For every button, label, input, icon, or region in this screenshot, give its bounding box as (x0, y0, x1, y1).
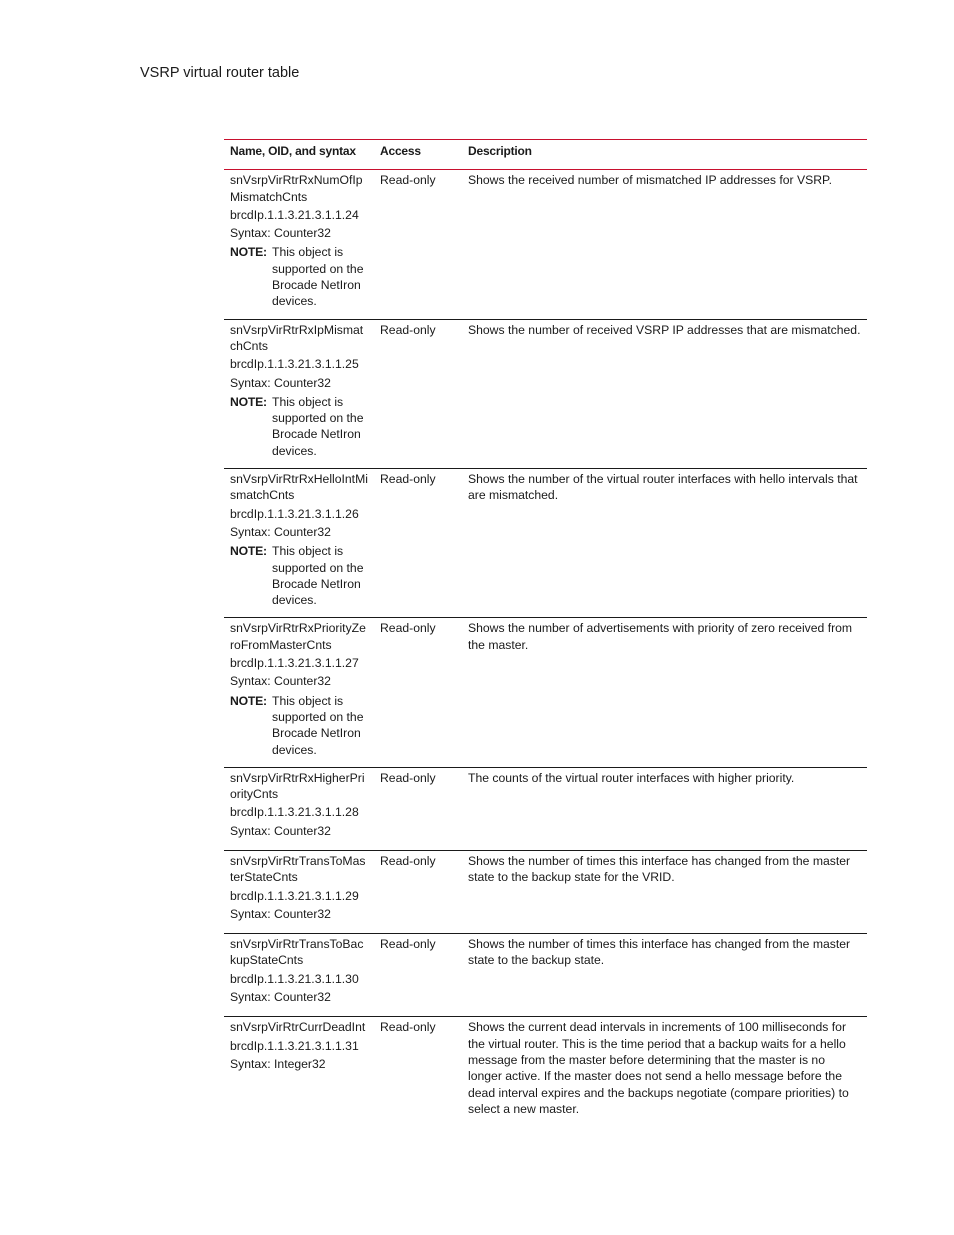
object-oid: brcdIp.1.1.3.21.3.1.1.30 (230, 971, 359, 986)
object-name: snVsrpVirRtrRxHelloIntMismatchCnts (230, 472, 368, 503)
column-header-access: Access (374, 140, 462, 170)
object-name: snVsrpVirRtrTransToBackupStateCnts (230, 937, 364, 968)
cell-access: Read-only (374, 618, 462, 767)
note-text: This object is supported on the Brocade NetIron devices. (272, 394, 364, 458)
note-label: NOTE: (230, 394, 267, 409)
cell-description: Shows the current dead intervals in increments of 100 milliseconds for the virtual router. This is the time period that a backup waits for a hello message from the master before determining that the master is no longer active. If the master does not send a hello message before the dead interval expires and the backups negotiate (compare priorities) to select a new master. (468, 1020, 849, 1116)
cell-access: Read-only (374, 469, 462, 618)
object-syntax: Syntax: Counter32 (230, 906, 331, 921)
cell-description: Shows the number of the virtual router interfaces with hello intervals that are mismatched. (462, 469, 867, 618)
object-oid: brcdIp.1.1.3.21.3.1.1.31 (230, 1038, 359, 1053)
cell-name-oid-syntax (224, 767, 374, 850)
note-label: NOTE: (230, 245, 267, 260)
object-note (230, 394, 368, 459)
cell-access: Read-only (374, 170, 462, 319)
object-syntax: Syntax: Counter32 (230, 375, 331, 390)
object-note (230, 244, 368, 309)
table-row (224, 469, 867, 618)
table-row (224, 934, 867, 1017)
cell-description: The counts of the virtual router interfaces with higher priority. (462, 767, 867, 850)
column-header-description: Description (462, 140, 867, 170)
cell-access: Read-only (380, 1020, 436, 1035)
column-header-name: Name, OID, and syntax (224, 140, 374, 170)
table-row (224, 850, 867, 933)
object-oid: brcdIp.1.1.3.21.3.1.1.27 (230, 656, 359, 671)
object-syntax: Syntax: Counter32 (230, 990, 331, 1005)
object-note (230, 693, 368, 758)
table-row (224, 1017, 867, 1126)
object-oid: brcdIp.1.1.3.21.3.1.1.29 (230, 888, 359, 903)
object-syntax: Syntax: Counter32 (230, 226, 331, 241)
cell-name-oid-syntax (224, 1017, 374, 1126)
object-name: snVsrpVirRtrRxHigherPriorityCnts (230, 770, 365, 802)
object-syntax: Syntax: Integer32 (230, 1056, 326, 1071)
cell-name-oid-syntax (224, 170, 374, 319)
cell-description: Shows the number of times this interface has changed from the master state to the backup state. (462, 934, 867, 1017)
table-header-row (224, 140, 867, 170)
cell-name-oid-syntax (224, 618, 374, 767)
cell-access: Read-only (374, 319, 462, 468)
object-name: snVsrpVirRtrRxIpMismatchCnts (230, 322, 364, 353)
cell-access: Read-only (374, 850, 462, 933)
note-text: This object is supported on the Brocade NetIron devices. (272, 693, 364, 757)
table-row (224, 319, 867, 468)
table-body (224, 170, 867, 1126)
object-oid: brcdIp.1.1.3.21.3.1.1.25 (230, 357, 359, 372)
page-running-header: VSRP virtual router table (140, 65, 300, 81)
object-oid: brcdIp.1.1.3.21.3.1.1.26 (230, 506, 359, 521)
object-note (230, 543, 368, 608)
table-row (224, 767, 867, 850)
object-syntax: Syntax: Counter32 (230, 674, 331, 689)
object-oid: brcdIp.1.1.3.21.3.1.1.28 (230, 805, 359, 820)
object-name: snVsrpVirRtrRxNumOfIpMismatchCnts (230, 173, 363, 204)
object-name: snVsrpVirRtrRxPriorityZeroFromMasterCnts (230, 621, 366, 652)
note-text: This object is supported on the Brocade NetIron devices. (272, 245, 364, 309)
cell-description: Shows the number of received VSRP IP addresses that are mismatched. (462, 319, 867, 468)
cell-name-oid-syntax (224, 934, 374, 1017)
cell-description: Shows the number of times this interface has changed from the master state to the backup state for the VRID. (462, 850, 867, 933)
cell-name-oid-syntax (224, 850, 374, 933)
table-row (224, 618, 867, 767)
object-syntax: Syntax: Counter32 (230, 524, 331, 539)
note-label: NOTE: (230, 544, 267, 559)
cell-access: Read-only (374, 934, 462, 1017)
note-text: This object is supported on the Brocade NetIron devices. (272, 544, 364, 608)
object-syntax: Syntax: Counter32 (230, 823, 331, 838)
object-name: snVsrpVirRtrCurrDeadInt (230, 1020, 366, 1035)
cell-name-oid-syntax (224, 469, 374, 618)
table-row (224, 170, 867, 319)
cell-name-oid-syntax (224, 319, 374, 468)
object-name: snVsrpVirRtrTransToMasterStateCnts (230, 853, 366, 885)
cell-description: Shows the number of advertisements with priority of zero received from the master. (462, 618, 867, 767)
note-label: NOTE: (230, 693, 267, 708)
object-oid: brcdIp.1.1.3.21.3.1.1.24 (230, 207, 359, 222)
cell-access: Read-only (374, 767, 462, 850)
cell-description: Shows the received number of mismatched IP addresses for VSRP. (462, 170, 867, 319)
mib-object-table (224, 139, 867, 1126)
